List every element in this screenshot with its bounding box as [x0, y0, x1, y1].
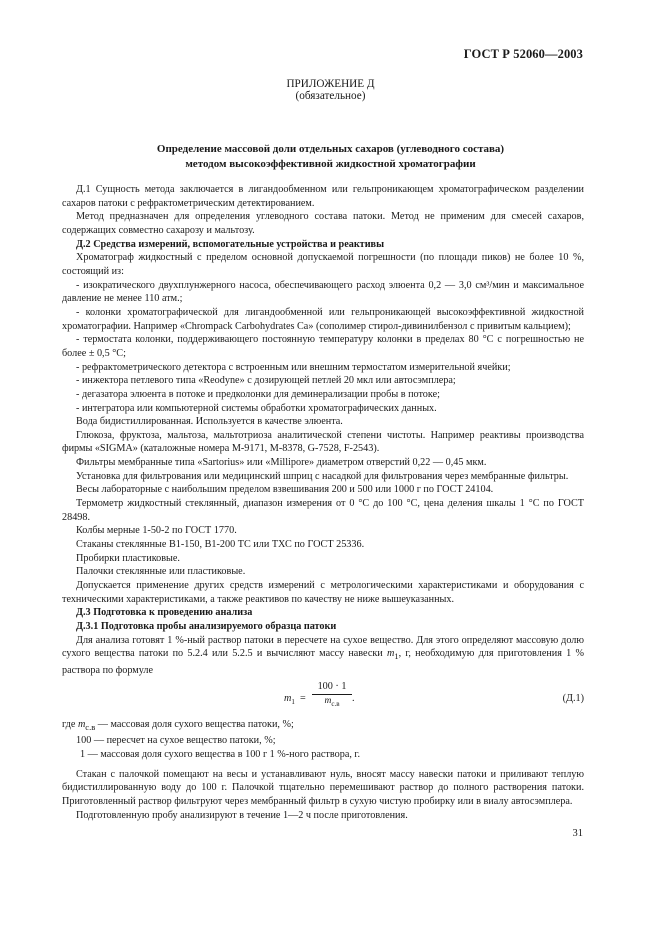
subsection-heading: Д.2 Средства измерений, вспомогательные устройства и реактивы — [76, 238, 385, 250]
list-item: - рефрактометрического детектора с встроенным или внешним термостатом измерительной ячейки; — [76, 361, 511, 373]
legend-item: 100 — пересчет на сухое вещество патоки, %; — [76, 735, 276, 747]
appendix-heading — [0, 78, 661, 102]
list-item: - термостата колонки, поддерживающего постоянную температуру колонки в пределах 80 °С с погрешностью не более ± 0,5 °С; — [62, 334, 584, 359]
paragraph: Д.1 Сущность метода заключается в лигандообменном или гельпроникающем хроматографическом разделении сахаров патоки с рефрактометрическим детектированием. — [62, 184, 584, 209]
variable-symbol: $m_1$ — [386, 648, 399, 662]
section-title — [0, 142, 661, 172]
paragraph — [62, 634, 584, 678]
paragraph: Вода бидистиллированная. Используется в качестве элюента. — [76, 416, 343, 428]
formula-numerator: 100 · 1 — [312, 680, 352, 696]
formula-equals: = — [300, 692, 306, 704]
legend-item: 1 — массовая доля сухого вещества в 100 г 1 %-ного раствора, г. — [80, 749, 361, 760]
list-item: - изократического двухплунжерного насоса, обеспечивающего расход элюента 0,2 — 3,0 см³/мин и максимальное давление не менее 110 атм.; — [62, 279, 584, 305]
paragraph: Глюкоза, фруктоза, мальтоза, мальтотриоза аналитической степени чистоты. Например реактивы производства фирмы «SIGMA» (каталожные номера M-9171, M-8378, G-7528, F-2543). — [62, 429, 584, 455]
page-number: 31 — [572, 828, 583, 839]
formula-fraction — [312, 680, 352, 712]
paragraph: Установка для фильтрования или медицинский шприц с насадкой для фильтрования через мембранные фильтры. — [76, 470, 569, 482]
appendix-subtitle: (обязательное) — [295, 90, 366, 102]
paragraph-text: , г, необходимую для приготовления 1 % раствора по формуле — [62, 648, 584, 676]
formula-d1 — [62, 680, 584, 718]
formula-dot: . — [352, 692, 355, 704]
formula-denominator: $m_{с.в}$ — [324, 696, 340, 709]
subsection-heading: Д.3 Подготовка к проведению анализа — [76, 607, 253, 619]
paragraph: Подготовленную пробу анализируют в течение 1—2 ч после приготовления. — [76, 809, 408, 821]
standard-code: ГОСТ Р 52060—2003 — [463, 47, 583, 61]
list-item: - дегазатора элюента в потоке и предколонки для деминерализации пробы в потоке; — [76, 388, 440, 400]
paragraph: Пробирки пластиковые. — [76, 552, 180, 564]
paragraph: Хроматограф жидкостный с пределом основной допускаемой погрешности (по площади пиков) не более 10 %, состоящий из: — [62, 252, 584, 277]
list-item: - инжектора петлевого типа «Reodyne» с дозирующей петлей 20 мкл или автосэмплера; — [76, 375, 456, 387]
paragraph: Стакан с палочкой помещают на весы и устанавливают нуль, вносят массу навески патоки и приливают теплую бидистиллированную воду до 100 г. Палочкой тщательно перемешивают раствор до полного растворения патоки. Приготовленный раствор фильтруют через мембранный фильтр в сухую чистую пробирку или в виалу автосэмплера. — [62, 768, 584, 807]
paragraph: Метод предназначен для определения углеводного состава патоки. Метод не применим для смесей сахаров, содержащих совместно сахарозу и мальтозу. — [62, 211, 584, 236]
paragraph: Палочки стеклянные или пластиковые. — [76, 566, 246, 578]
paragraph-text: Для анализа готовят 1 %-ный раствор патоки в пересчете на сухое вещество. Для этого определяют массовую долю сухого вещества патоки по 5.2.4 или 5.2.5 и вычисляют массу навески — [62, 634, 584, 660]
appendix-title: ПРИЛОЖЕНИЕ Д — [286, 78, 375, 90]
formula-legend — [62, 718, 584, 762]
subsection-heading: Д.3.1 Подготовка пробы анализируемого образца патоки — [76, 621, 337, 632]
paragraph: Стаканы стеклянные В1-150, В1-200 ТС или ТХС по ГОСТ 25336. — [76, 539, 365, 551]
list-item: - интегратора или компьютерной системы обработки хроматографических данных. — [76, 402, 437, 414]
paragraph: Термометр жидкостный стеклянный, диапазон измерения от 0 °С до 100 °С, цена деления шкалы 1 °С по ГОСТ 28498. — [62, 498, 584, 523]
formula-lhs: $m_1$ — [284, 692, 295, 706]
section-title-line-1: Определение массовой доли отдельных сахаров (углеводного состава) — [156, 143, 505, 155]
section-title-line-2: методом высокоэффективной жидкостной хроматографии — [185, 158, 476, 170]
list-item: - колонки хроматографической для лигандообменной или гельпроникающей высокоэффективной жидкостной хроматографии. Например «Chrompack Carbohydrates Ca» (сополимер стирол-дивинилбензол с привитым кальцием); — [62, 306, 584, 332]
document-body — [62, 183, 584, 822]
formula-number: (Д.1) — [562, 692, 584, 704]
paragraph: Колбы мерные 1-50-2 по ГОСТ 1770. — [76, 525, 237, 537]
paragraph: Весы лабораторные с наибольшим пределом взвешивания 200 и 500 или 1000 г по ГОСТ 24104. — [76, 484, 494, 496]
paragraph: Фильтры мембранные типа «Sartorius» или «Millipore» диаметром отверстий 0,22 — 0,45 мкм. — [76, 457, 487, 469]
legend-item: где $m_{с.в}$ — массовая доля сухого вещества патоки, %; — [62, 718, 294, 732]
paragraph: Допускается применение других средств измерений с метрологическими характеристиками и оборудования с техническими характеристиками, а также реактивов по качеству не ниже вышеуказанных. — [62, 580, 584, 605]
